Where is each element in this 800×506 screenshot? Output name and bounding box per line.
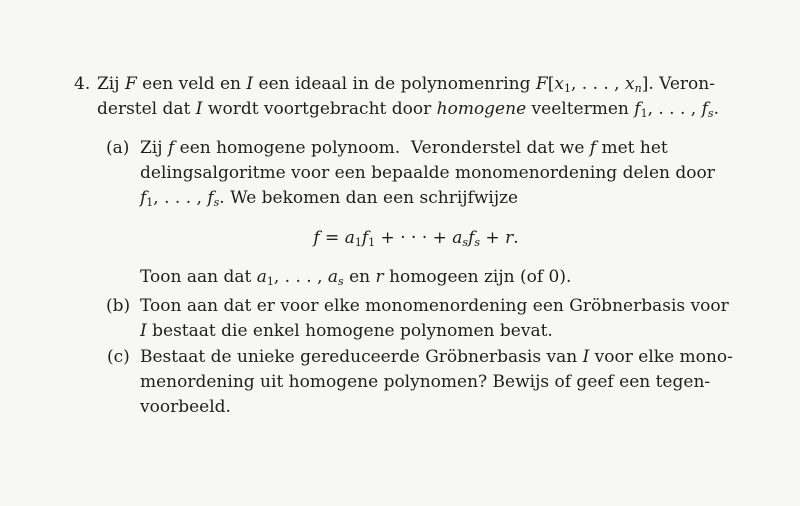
part-a-label: (a) (106, 138, 130, 158)
part-a-line-1: Zij f een homogene polynoom. Veronderstel dat we f met het (140, 138, 668, 158)
part-b-line-1: Toon aan dat er voor elke monomenordening een Gröbnerbasis voor (140, 296, 729, 316)
problem-intro-line-2: derstel dat I wordt voortgebracht door homogene veeltermen $f_1$, . . . , $f_s$. (97, 99, 719, 120)
part-b-line-2: I bestaat die enkel homogene polynomen bevat. (140, 321, 553, 341)
problem-intro-line-1: Zij F een veld en I een ideaal in de polynomenring $F[x_1$, . . . , $x_n$]. Veron- (97, 74, 715, 95)
part-c-line-2: menordening uit homogene polynomen? Bewijs of geef een tegen- (140, 372, 711, 392)
problem-number: 4. (74, 74, 91, 94)
part-a-line-3: $f_1$, . . . , $f_s$. We bekomen dan een schrijfwijze (140, 188, 519, 209)
part-b-label: (b) (106, 296, 131, 316)
part-a-line-2: delingsalgoritme voor een bepaalde monomenordening delen door (140, 163, 715, 183)
part-a-question: Toon aan dat $a_1$, . . . , $a_s$ en r homogeen zijn (of 0). (140, 267, 572, 288)
part-c-line-1: Bestaat de unieke gereduceerde Gröbnerbasis van I voor elke mono- (140, 347, 733, 367)
part-c-label: (c) (107, 347, 130, 367)
part-c-line-3: voorbeeld. (140, 397, 231, 417)
division-equation: $f = a_1f_1$ + · · · + $a_sf_s + r$. (313, 228, 519, 249)
